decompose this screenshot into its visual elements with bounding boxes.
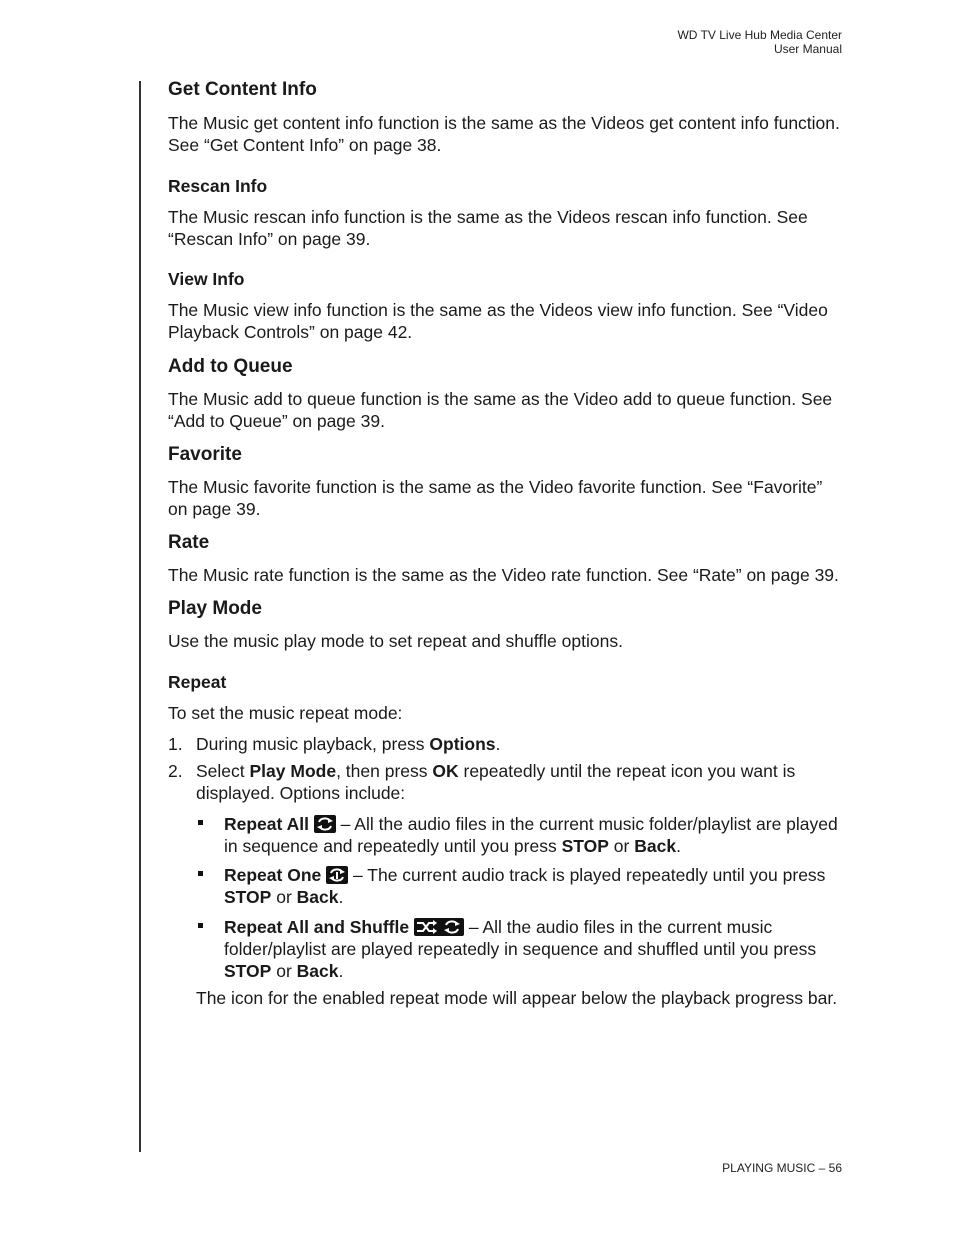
page-number: 56: [828, 1161, 842, 1175]
end-text: .: [338, 961, 344, 981]
para-repeat-intro: To set the music repeat mode:: [168, 703, 403, 723]
step-2: [168, 760, 844, 804]
step-text-end: repeatedly until the repeat icon you want is displayed. Options include:: [196, 761, 796, 803]
para-repeat-note: The icon for the enabled repeat mode will appear below the playback progress bar.: [196, 988, 838, 1008]
or-text: or: [608, 836, 635, 856]
shuffle-icon: [417, 920, 437, 934]
repeat-one-icon: [326, 866, 348, 884]
stop-key: STOP: [561, 836, 609, 856]
step-number: 2.: [168, 761, 183, 781]
footer-separator: –: [815, 1161, 829, 1175]
repeat-all-icon: [314, 815, 336, 833]
page-content: [168, 78, 844, 1009]
option-label: Repeat All and Shuffle: [224, 917, 410, 937]
or-text: or: [271, 961, 297, 981]
heading-favorite: Favorite: [168, 444, 242, 465]
heading-play-mode: Play Mode: [168, 598, 262, 619]
step-number: 1.: [168, 734, 183, 754]
option-repeat-all-shuffle: [196, 916, 844, 982]
back-key: Back: [634, 836, 677, 856]
repeat-steps: [168, 733, 844, 804]
repeat-icon: [444, 921, 460, 933]
heading-repeat: Repeat: [168, 672, 227, 692]
bullet-square: [198, 923, 203, 928]
heading-rate: Rate: [168, 532, 210, 553]
step-text: Select: [196, 761, 250, 781]
bullet-square: [198, 820, 203, 825]
repeat-options: [168, 813, 844, 982]
step-text-mid: , then press: [336, 761, 433, 781]
step-text-end: .: [495, 734, 501, 754]
para-favorite: The Music favorite function is the same as the Video favorite function. See “Favorite” on page 39.: [168, 477, 823, 519]
heading-view-info: View Info: [168, 269, 245, 289]
para-get-content-info: The Music get content info function is the same as the Videos get content info function. See “Get Content Info” on page 38.: [168, 113, 840, 155]
back-key: Back: [296, 961, 339, 981]
option-repeat-all: [196, 813, 844, 857]
page-header: [677, 28, 842, 56]
bullet-square: [198, 871, 203, 876]
end-text: .: [338, 887, 344, 907]
ok-key: OK: [432, 761, 459, 781]
option-text: – All the audio files in the current music folder/playlist are played in sequence and repeatedly until you press: [224, 814, 838, 856]
back-key: Back: [296, 887, 339, 907]
end-text: .: [676, 836, 681, 856]
option-repeat-one: [196, 864, 844, 908]
header-product: WD TV Live Hub Media Center: [677, 28, 842, 42]
page-footer: [722, 1161, 842, 1175]
para-play-mode: Use the music play mode to set repeat and shuffle options.: [168, 631, 623, 651]
step-text: During music playback, press: [196, 734, 430, 754]
step-1: [168, 733, 844, 755]
para-rescan-info: The Music rescan info function is the same as the Videos rescan info function. See “Rescan Info” on page 39.: [168, 207, 808, 249]
options-key: Options: [429, 734, 496, 754]
or-text: or: [271, 887, 297, 907]
stop-key: STOP: [224, 887, 272, 907]
para-rate: The Music rate function is the same as the Video rate function. See “Rate” on page 39.: [168, 565, 839, 585]
header-doc-type: User Manual: [773, 42, 842, 56]
play-mode-label: Play Mode: [249, 761, 337, 781]
heading-rescan-info: Rescan Info: [168, 176, 268, 196]
footer-section: PLAYING MUSIC: [722, 1161, 816, 1175]
shuffle-repeat-icon: [414, 918, 464, 936]
option-text: – All the audio files in the current music folder/playlist are played repeatedly in sequence and shuffled until you press: [224, 917, 817, 959]
stop-key: STOP: [224, 961, 272, 981]
heading-add-to-queue: Add to Queue: [168, 356, 293, 377]
heading-get-content-info: Get Content Info: [168, 79, 317, 100]
para-add-to-queue: The Music add to queue function is the same as the Video add to queue function. See “Add to Queue” on page 39.: [168, 389, 833, 431]
margin-rule: [139, 81, 141, 1152]
option-label: Repeat All: [224, 814, 309, 834]
option-label: Repeat One: [224, 865, 322, 885]
para-view-info: The Music view info function is the same as the Videos view info function. See “Video Playback Controls” on page 42.: [168, 300, 828, 342]
option-text: – The current audio track is played repeatedly until you press: [348, 865, 826, 885]
